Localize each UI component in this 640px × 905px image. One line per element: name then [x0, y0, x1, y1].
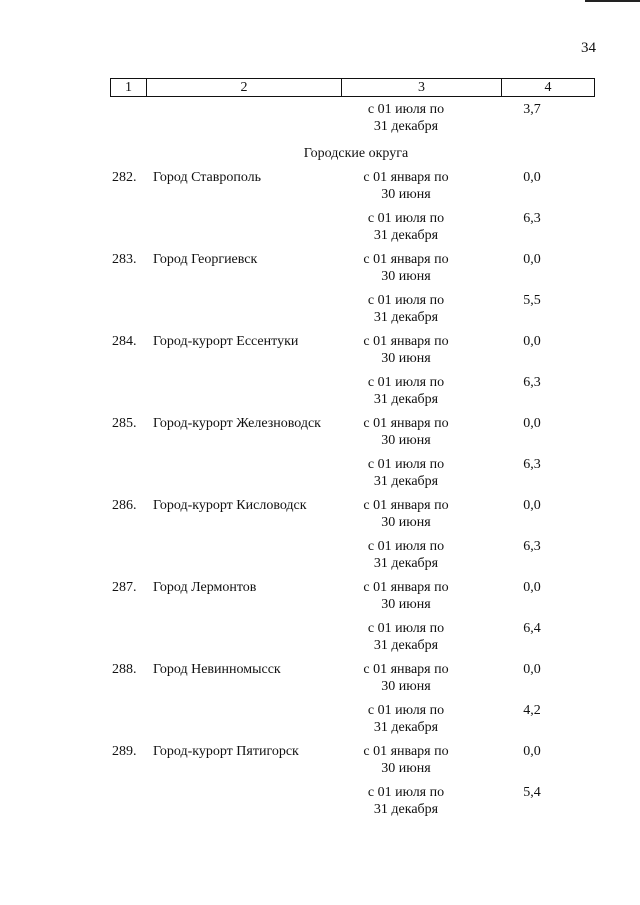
municipality-name: Город-курорт Ессентуки	[153, 334, 299, 349]
municipality-name: Город Невинномысск	[153, 662, 281, 677]
period-line: 31 декабря	[373, 638, 439, 653]
table-row	[0, 660, 640, 742]
half-year-row	[0, 332, 640, 373]
period-cell	[350, 579, 462, 613]
municipality-name: Город Лермонтов	[153, 580, 257, 595]
period-line: 31 декабря	[373, 228, 439, 243]
period-cell	[350, 497, 462, 531]
table-row	[0, 250, 640, 332]
row-number: 288.	[112, 662, 137, 677]
period-line: с 01 января по	[363, 416, 449, 431]
half-year-row	[0, 660, 640, 701]
period-cell	[350, 251, 462, 285]
period-cell	[350, 415, 462, 449]
value-cell: 5,4	[523, 785, 541, 800]
column-header-1: 1	[111, 79, 147, 97]
value-cell: 5,5	[523, 293, 541, 308]
period-cell	[350, 333, 462, 367]
period-line: 30 июня	[381, 269, 431, 284]
period-line: с 01 января по	[363, 498, 449, 513]
half-year-row	[0, 209, 640, 250]
municipality-name: Город Ставрополь	[153, 170, 262, 185]
period-line: 31 декабря	[373, 119, 439, 134]
value-cell: 0,0	[523, 662, 541, 677]
period-line: с 01 июля по	[367, 293, 445, 308]
half-year-row	[0, 250, 640, 291]
value-cell: 6,3	[523, 539, 541, 554]
row-number: 283.	[112, 252, 137, 267]
period-line: с 01 января по	[363, 580, 449, 595]
half-year-row	[0, 373, 640, 414]
period-line: с 01 июля по	[367, 621, 445, 636]
period-line: с 01 января по	[363, 744, 449, 759]
period-line: 31 декабря	[373, 392, 439, 407]
value-cell: 6,3	[523, 457, 541, 472]
period-line: с 01 июля по	[367, 539, 445, 554]
half-year-row	[0, 537, 640, 578]
table-row	[0, 332, 640, 414]
municipality-name: Город Георгиевск	[153, 252, 258, 267]
period-cell	[350, 702, 462, 736]
row-number: 289.	[112, 744, 137, 759]
value-cell: 6,4	[523, 621, 541, 636]
period-cell	[350, 661, 462, 695]
period-line: 30 июня	[381, 679, 431, 694]
value-cell: 6,3	[523, 375, 541, 390]
period-cell	[350, 743, 462, 777]
period-line: с 01 июля по	[367, 457, 445, 472]
period-cell	[350, 620, 462, 654]
row-number: 286.	[112, 498, 137, 513]
column-header-4: 4	[502, 79, 595, 97]
period-line: с 01 января по	[363, 252, 449, 267]
half-year-row	[0, 783, 640, 824]
period-line: 31 декабря	[373, 474, 439, 489]
half-year-row	[0, 742, 640, 783]
period-line: с 01 января по	[363, 170, 449, 185]
period-cell	[350, 101, 462, 135]
half-year-row	[0, 168, 640, 209]
period-cell	[350, 292, 462, 326]
period-line: 31 декабря	[373, 310, 439, 325]
period-line: с 01 июля по	[367, 703, 445, 718]
column-header-table	[110, 78, 595, 97]
period-cell	[350, 169, 462, 203]
column-header-row	[111, 79, 595, 97]
half-year-row	[0, 496, 640, 537]
municipality-name: Город-курорт Пятигорск	[153, 744, 299, 759]
period-line: с 01 июля по	[367, 211, 445, 226]
period-cell	[350, 456, 462, 490]
period-line: 30 июня	[381, 515, 431, 530]
section-title: Городские округа	[303, 146, 409, 161]
value-cell: 4,2	[523, 703, 541, 718]
row-number: 285.	[112, 416, 137, 431]
value-cell: 0,0	[523, 580, 541, 595]
value-cell: 3,7	[523, 102, 541, 117]
period-line: с 01 июля по	[367, 102, 445, 117]
table-row	[0, 414, 640, 496]
period-line: 30 июня	[381, 351, 431, 366]
column-header-3: 3	[342, 79, 502, 97]
corner-mark	[585, 0, 640, 2]
period-line: 30 июня	[381, 597, 431, 612]
page-number: 34	[581, 40, 596, 56]
table-row	[0, 578, 640, 660]
value-cell: 0,0	[523, 744, 541, 759]
half-year-row	[0, 455, 640, 496]
period-line: 31 декабря	[373, 556, 439, 571]
half-year-row	[0, 578, 640, 619]
period-line: 30 июня	[381, 433, 431, 448]
period-line: 31 декабря	[373, 802, 439, 817]
municipality-name: Город-курорт Кисловодск	[153, 498, 307, 513]
value-cell: 6,3	[523, 211, 541, 226]
value-cell: 0,0	[523, 170, 541, 185]
table-row	[0, 742, 640, 824]
value-cell: 0,0	[523, 252, 541, 267]
period-cell	[350, 210, 462, 244]
value-cell: 0,0	[523, 416, 541, 431]
row-number: 287.	[112, 580, 137, 595]
value-cell: 0,0	[523, 334, 541, 349]
period-line: 31 декабря	[373, 720, 439, 735]
period-cell	[350, 538, 462, 572]
period-line: 30 июня	[381, 761, 431, 776]
period-line: с 01 января по	[363, 662, 449, 677]
period-line: с 01 июля по	[367, 375, 445, 390]
half-year-row	[0, 414, 640, 455]
period-line: с 01 января по	[363, 334, 449, 349]
municipality-name: Город-курорт Железноводск	[153, 416, 321, 431]
period-cell	[350, 374, 462, 408]
column-header-2: 2	[147, 79, 342, 97]
value-cell: 0,0	[523, 498, 541, 513]
half-year-row	[0, 291, 640, 332]
table-body	[0, 100, 640, 824]
continued-row	[0, 100, 640, 140]
period-cell	[350, 784, 462, 818]
table-row	[0, 496, 640, 578]
row-number: 282.	[112, 170, 137, 185]
period-line: с 01 июля по	[367, 785, 445, 800]
table-row	[0, 168, 640, 250]
period-line: 30 июня	[381, 187, 431, 202]
half-year-row	[0, 619, 640, 660]
half-year-row	[0, 701, 640, 742]
row-number: 284.	[112, 334, 137, 349]
